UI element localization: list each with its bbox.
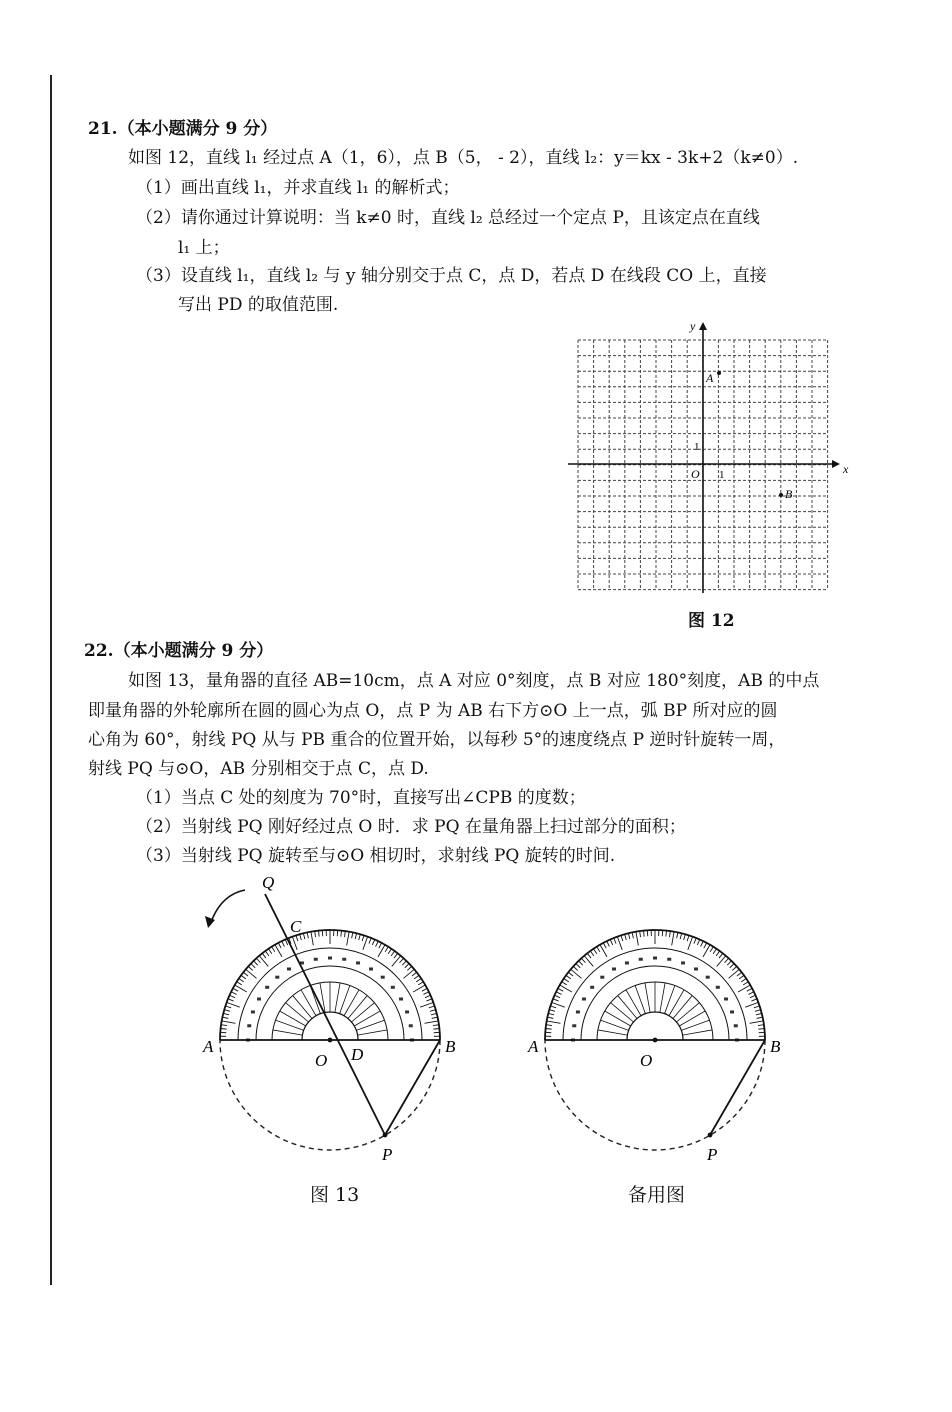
- protractor-tick: [556, 992, 561, 995]
- center-point-o: [653, 1038, 658, 1043]
- protractor-tick: [593, 949, 596, 954]
- protractor-tick: [628, 933, 629, 939]
- protractor-tick: [404, 969, 415, 978]
- figure-13-protractor: [195, 870, 485, 1170]
- protractor-tick: [757, 1017, 763, 1018]
- protractor-scale-mark: [356, 961, 360, 964]
- protractor-scale-mark: [694, 967, 698, 970]
- spare-figure-caption: 备用图: [628, 1184, 686, 1206]
- protractor-spoke: [348, 996, 367, 1019]
- protractor-spoke: [611, 1003, 634, 1022]
- label-o: O: [640, 1051, 653, 1070]
- protractor-tick: [431, 1013, 437, 1014]
- protractor-tick: [672, 932, 674, 946]
- protractor-tick: [251, 964, 255, 968]
- protractor-tick: [376, 941, 379, 946]
- protractor-tick: [756, 1013, 762, 1014]
- point-b: [779, 493, 783, 497]
- protractor-tick: [568, 972, 573, 976]
- q21-part3-line2: 写出 PD 的取值范围.: [178, 295, 339, 315]
- protractor-tick: [636, 932, 638, 946]
- protractor-tick: [704, 943, 707, 948]
- protractor-tick: [233, 988, 238, 991]
- protractor-tick: [716, 951, 720, 956]
- protractor-spoke: [669, 990, 684, 1016]
- protractor-spoke: [673, 996, 692, 1019]
- label-a: A: [528, 1037, 539, 1056]
- protractor-tick: [265, 951, 269, 956]
- protractor-tick: [755, 1010, 761, 1012]
- protractor-tick: [231, 992, 236, 995]
- protractor-tick: [719, 953, 723, 958]
- protractor-scale-mark: [734, 1024, 738, 1027]
- protractor-tick: [729, 969, 740, 978]
- protractor-tick: [418, 982, 423, 985]
- protractor-tick: [407, 966, 411, 970]
- protractor-tick: [754, 1006, 760, 1008]
- protractor-spoke: [679, 1011, 705, 1026]
- protractor-tick: [315, 931, 316, 937]
- protractor-spoke: [354, 1011, 380, 1026]
- protractor-scale-mark: [576, 1010, 580, 1013]
- y-axis-label: y: [690, 319, 696, 333]
- protractor-scale-mark: [247, 1024, 251, 1027]
- page-margin-line: [50, 75, 52, 1285]
- protractor-tick: [235, 985, 247, 992]
- protractor-tick: [747, 988, 752, 991]
- protractor-tick: [701, 941, 704, 946]
- protractor-tick: [405, 964, 409, 968]
- protractor-spoke: [273, 1030, 303, 1035]
- label-q: Q: [262, 873, 275, 892]
- label-b: B: [445, 1037, 456, 1056]
- protractor-spoke: [293, 996, 312, 1019]
- point-p: [708, 1133, 713, 1138]
- protractor-scale-mark: [667, 958, 671, 961]
- protractor-scale-mark: [314, 958, 318, 961]
- protractor-tick: [355, 933, 356, 939]
- protractor-tick: [603, 943, 606, 948]
- protractor-tick: [617, 937, 622, 950]
- protractor-spoke: [618, 996, 637, 1019]
- protractor-tick: [677, 932, 678, 938]
- q22-line1: 如图 13，量角器的直径 AB=10cm，点 A 对应 0°刻度，点 B 对应 180°刻度，AB 的中点: [128, 671, 820, 691]
- protractor-scale-mark: [681, 961, 685, 964]
- label-c: C: [290, 917, 302, 936]
- protractor-tick: [347, 932, 349, 946]
- label-p: P: [382, 1145, 393, 1164]
- center-point-o: [328, 1038, 333, 1043]
- protractor-tick: [256, 958, 260, 962]
- protractor-tick: [241, 975, 246, 979]
- protractor-spoke: [600, 1020, 628, 1030]
- protractor-spoke: [598, 1030, 628, 1035]
- protractor-scale-mark: [381, 976, 385, 979]
- protractor-tick: [738, 985, 750, 992]
- segment-pb: [385, 1040, 440, 1135]
- protractor-tick: [400, 958, 404, 962]
- protractor-tick: [727, 961, 731, 965]
- y-axis-arrow: [699, 322, 707, 330]
- protractor-tick: [402, 961, 406, 965]
- protractor-tick: [669, 931, 670, 937]
- protractor-tick: [549, 1010, 555, 1012]
- protractor-scale-mark: [257, 998, 261, 1001]
- protractor-tick: [394, 953, 398, 958]
- x-tick-label: 1: [719, 469, 725, 481]
- q22-part3: （3）当射线 PQ 旋转至与⊙O 相切时，求射线 PQ 旋转的时间.: [136, 846, 616, 866]
- protractor-scale-mark: [724, 998, 728, 1001]
- protractor-tick: [341, 931, 342, 937]
- protractor-tick: [254, 961, 258, 965]
- protractor-tick: [684, 934, 686, 940]
- protractor-tick: [587, 953, 591, 958]
- protractor-tick: [632, 932, 633, 938]
- y-tick-label: 1: [694, 441, 700, 453]
- protractor-scale-mark: [369, 967, 373, 970]
- q21-part2-line2: l₁ 上；: [178, 238, 230, 258]
- q22-part2: （2）当射线 PQ 刚好经过点 O 时．求 PQ 在量角器上扫过部分的面积；: [136, 817, 686, 837]
- x-axis-arrow: [832, 460, 840, 468]
- protractor-tick: [221, 1029, 227, 1030]
- protractor-tick: [573, 966, 577, 970]
- protractor-tick: [363, 937, 368, 950]
- protractor-spoke: [356, 1020, 384, 1030]
- protractor-scale-mark: [653, 957, 657, 960]
- protractor-tick: [552, 1002, 565, 1007]
- protractor-tick: [225, 1006, 231, 1008]
- protractor-tick: [547, 1021, 561, 1023]
- protractor-tick: [571, 969, 582, 978]
- protractor-tick: [243, 972, 248, 976]
- protractor-tick: [546, 1029, 552, 1030]
- protractor-tick: [432, 1017, 438, 1018]
- protractor-tick: [745, 1002, 758, 1007]
- protractor-tick: [550, 1006, 556, 1008]
- protractor-tick: [369, 938, 371, 944]
- protractor-tick: [303, 933, 304, 939]
- protractor-tick: [239, 978, 244, 981]
- q22-line3: 心角为 60°，射线 PQ 从与 PB 重合的位置开始，以每秒 5°的速度绕点 P 逆时针旋转一周，: [88, 730, 786, 750]
- protractor-tick: [372, 940, 374, 945]
- point-a: [717, 371, 721, 375]
- protractor-tick: [385, 947, 388, 952]
- protractor-tick: [413, 985, 425, 992]
- protractor-tick: [391, 951, 395, 956]
- protractor-tick: [311, 932, 313, 946]
- figure-13-caption: 图 13: [310, 1184, 360, 1206]
- protractor-scale-mark: [265, 986, 269, 989]
- spare-figure-protractor: [520, 870, 810, 1170]
- protractor-tick: [553, 999, 559, 1001]
- protractor-tick: [547, 1017, 553, 1018]
- protractor-spoke: [676, 1003, 699, 1022]
- protractor-tick: [352, 932, 353, 938]
- protractor-scale-mark: [391, 986, 395, 989]
- protractor-tick: [248, 966, 252, 970]
- protractor-tick: [423, 992, 428, 995]
- protractor-spoke: [358, 1030, 388, 1035]
- protractor-tick: [610, 940, 612, 945]
- protractor-tick: [359, 934, 361, 940]
- protractor: [545, 930, 765, 1042]
- protractor-spoke: [340, 985, 350, 1013]
- protractor-scale-mark: [600, 976, 604, 979]
- protractor-tick: [710, 947, 713, 952]
- protractor-tick: [564, 978, 569, 981]
- protractor-tick: [666, 931, 667, 937]
- protractor-tick: [344, 931, 345, 937]
- protractor-tick: [292, 937, 297, 950]
- protractor-tick: [237, 982, 242, 985]
- origin-label: O: [691, 467, 700, 481]
- protractor-spoke: [683, 1030, 713, 1035]
- protractor-spoke: [660, 983, 665, 1013]
- protractor-tick: [713, 949, 716, 954]
- protractor-tick: [223, 1013, 229, 1014]
- protractor-spoke: [351, 1003, 374, 1022]
- protractor-tick: [750, 1021, 764, 1023]
- protractor-tick: [227, 1002, 240, 1007]
- protractor-tick: [378, 945, 385, 957]
- protractor-tick: [576, 964, 580, 968]
- protractor-scale-mark: [409, 1024, 413, 1027]
- protractor-tick: [422, 988, 427, 991]
- label-d: D: [351, 1045, 364, 1064]
- q21-part1: （1）画出直线 l₁，并求直线 l₁ 的解析式；: [136, 178, 460, 198]
- protractor-tick: [420, 1002, 433, 1007]
- protractor-tick: [429, 1006, 435, 1008]
- protractor-tick: [425, 995, 430, 997]
- protractor-tick: [584, 956, 593, 967]
- protractor-tick: [687, 935, 689, 941]
- protractor-scale-mark: [716, 986, 720, 989]
- protractor-tick: [680, 933, 681, 939]
- protractor-tick: [694, 938, 696, 944]
- protractor-tick: [221, 1025, 227, 1026]
- protractor-tick: [307, 932, 308, 938]
- protractor-tick: [414, 975, 419, 979]
- protractor-tick: [737, 972, 742, 976]
- protractor-tick: [703, 945, 710, 957]
- protractor-scale-mark: [287, 967, 291, 970]
- protractor-scale-mark: [590, 986, 594, 989]
- protractor-tick: [379, 943, 382, 948]
- protractor-tick: [416, 978, 421, 981]
- protractor-tick: [566, 975, 571, 979]
- point-a-label: A: [706, 371, 714, 385]
- protractor-scale-mark: [706, 976, 710, 979]
- protractor-tick: [230, 995, 235, 997]
- protractor-tick: [748, 992, 753, 995]
- protractor-tick: [548, 1013, 554, 1014]
- protractor-tick: [741, 978, 746, 981]
- protractor-tick: [562, 982, 567, 985]
- segment-pb: [710, 1040, 765, 1135]
- protractor-spoke: [645, 983, 650, 1013]
- protractor-tick: [607, 941, 610, 946]
- protractor-tick: [579, 961, 583, 965]
- q21-part3-line1: （3）设直线 l₁，直线 l₂ 与 y 轴分别交于点 C，点 D，若点 D 在线段 CO 上，直接: [136, 266, 767, 286]
- protractor-tick: [750, 995, 755, 997]
- protractor-tick: [625, 934, 627, 940]
- protractor-tick: [259, 956, 268, 967]
- protractor-tick: [268, 949, 271, 954]
- protractor-tick: [319, 931, 320, 937]
- label-b: B: [770, 1037, 781, 1056]
- protractor-tick: [392, 956, 401, 967]
- protractor-spoke: [626, 990, 641, 1016]
- protractor-scale-mark: [275, 976, 279, 979]
- protractor-tick: [597, 947, 600, 952]
- protractor-tick: [725, 958, 729, 962]
- protractor-tick: [555, 995, 560, 997]
- protractor-tick: [282, 941, 285, 946]
- protractor-tick: [546, 1025, 552, 1026]
- rotation-arrow: [210, 890, 245, 925]
- protractor-tick: [644, 931, 645, 937]
- protractor-scale-mark: [572, 1024, 576, 1027]
- protractor-scale-mark: [328, 957, 332, 960]
- label-p: P: [707, 1145, 718, 1164]
- protractor-tick: [425, 1021, 439, 1023]
- protractor-tick: [688, 937, 693, 950]
- protractor-spoke: [275, 1020, 303, 1030]
- protractor-spoke: [681, 1020, 709, 1030]
- protractor-tick: [640, 931, 641, 937]
- protractor-tick: [433, 1029, 439, 1030]
- protractor-tick: [697, 940, 699, 945]
- protractor-spoke: [665, 985, 675, 1013]
- protractor-scale-mark: [730, 1010, 734, 1013]
- protractor-tick: [739, 975, 744, 979]
- protractor-tick: [430, 1010, 436, 1012]
- protractor-spoke: [635, 985, 645, 1013]
- protractor-tick: [590, 951, 594, 956]
- protractor-spoke: [280, 1011, 306, 1026]
- protractor-tick: [621, 935, 623, 941]
- protractor-scale-mark: [399, 998, 403, 1001]
- protractor-tick: [614, 938, 616, 944]
- protractor-scale-mark: [405, 1010, 409, 1013]
- protractor-tick: [743, 982, 748, 985]
- protractor-spoke: [344, 990, 359, 1016]
- protractor-tick: [560, 985, 572, 992]
- protractor-tick: [388, 949, 391, 954]
- protractor-scale-mark: [639, 958, 643, 961]
- q22-part1: （1）当点 C 处的刻度为 70°时，直接写出∠CPB 的度数；: [136, 788, 586, 808]
- point-p: [383, 1133, 388, 1138]
- figure-12-coordinate-grid: [560, 315, 860, 605]
- protractor-tick: [272, 947, 275, 952]
- q21-header: 21.（本小题满分 9 分）: [88, 119, 278, 139]
- protractor-tick: [751, 999, 757, 1001]
- q22-header: 22.（本小题满分 9 分）: [84, 641, 274, 661]
- protractor-scale-mark: [625, 961, 629, 964]
- protractor-tick: [362, 935, 364, 941]
- label-o: O: [315, 1051, 328, 1070]
- protractor-tick: [222, 1017, 228, 1018]
- protractor-tick: [412, 972, 417, 976]
- point-b-label: B: [785, 487, 793, 501]
- protractor-tick: [246, 969, 257, 978]
- protractor-tick: [222, 1021, 236, 1023]
- q21-stem: 如图 12，直线 l₁ 经过点 A（1，6），点 B（5， - 2），直线 l₂：y＝kx - 3k+2（k≠0）.: [128, 148, 799, 168]
- protractor-tick: [262, 953, 266, 958]
- protractor-spoke: [605, 1011, 631, 1026]
- label-a: A: [203, 1037, 214, 1056]
- protractor-tick: [758, 1025, 764, 1026]
- protractor-tick: [426, 999, 432, 1001]
- protractor-scale-mark: [582, 998, 586, 1001]
- protractor-spoke: [335, 983, 340, 1013]
- protractor-tick: [228, 999, 234, 1001]
- protractor-spoke: [286, 1003, 309, 1022]
- protractor-tick: [600, 945, 607, 957]
- protractor-scale-mark: [251, 1010, 255, 1013]
- protractor-tick: [558, 988, 563, 991]
- protractor-tick: [581, 958, 585, 962]
- protractor-tick: [296, 935, 298, 941]
- protractor-tick: [224, 1010, 230, 1012]
- figure-12-caption: 图 12: [688, 611, 735, 631]
- protractor-tick: [730, 964, 734, 968]
- protractor-tick: [433, 1025, 439, 1026]
- protractor-tick: [275, 945, 282, 957]
- protractor-tick: [717, 956, 726, 967]
- q21-part2-line1: （2）请你通过计算说明：当 k≠0 时，直线 l₂ 总经过一个定点 P，且该定点在直线: [136, 208, 760, 228]
- protractor-scale-mark: [342, 958, 346, 961]
- protractor-tick: [732, 966, 736, 970]
- protractor-scale-mark: [612, 967, 616, 970]
- q22-line2: 即量角器的外轮廓所在圆的圆心为点 O，点 P 为 AB 右下方⊙O 上一点，弧 BP 所对应的圆: [88, 701, 778, 721]
- protractor-tick: [278, 943, 281, 948]
- q22-line4: 射线 PQ 与⊙O，AB 分别相交于点 C，点 D.: [88, 759, 429, 779]
- protractor-tick: [758, 1029, 764, 1030]
- x-axis-label: x: [843, 462, 849, 476]
